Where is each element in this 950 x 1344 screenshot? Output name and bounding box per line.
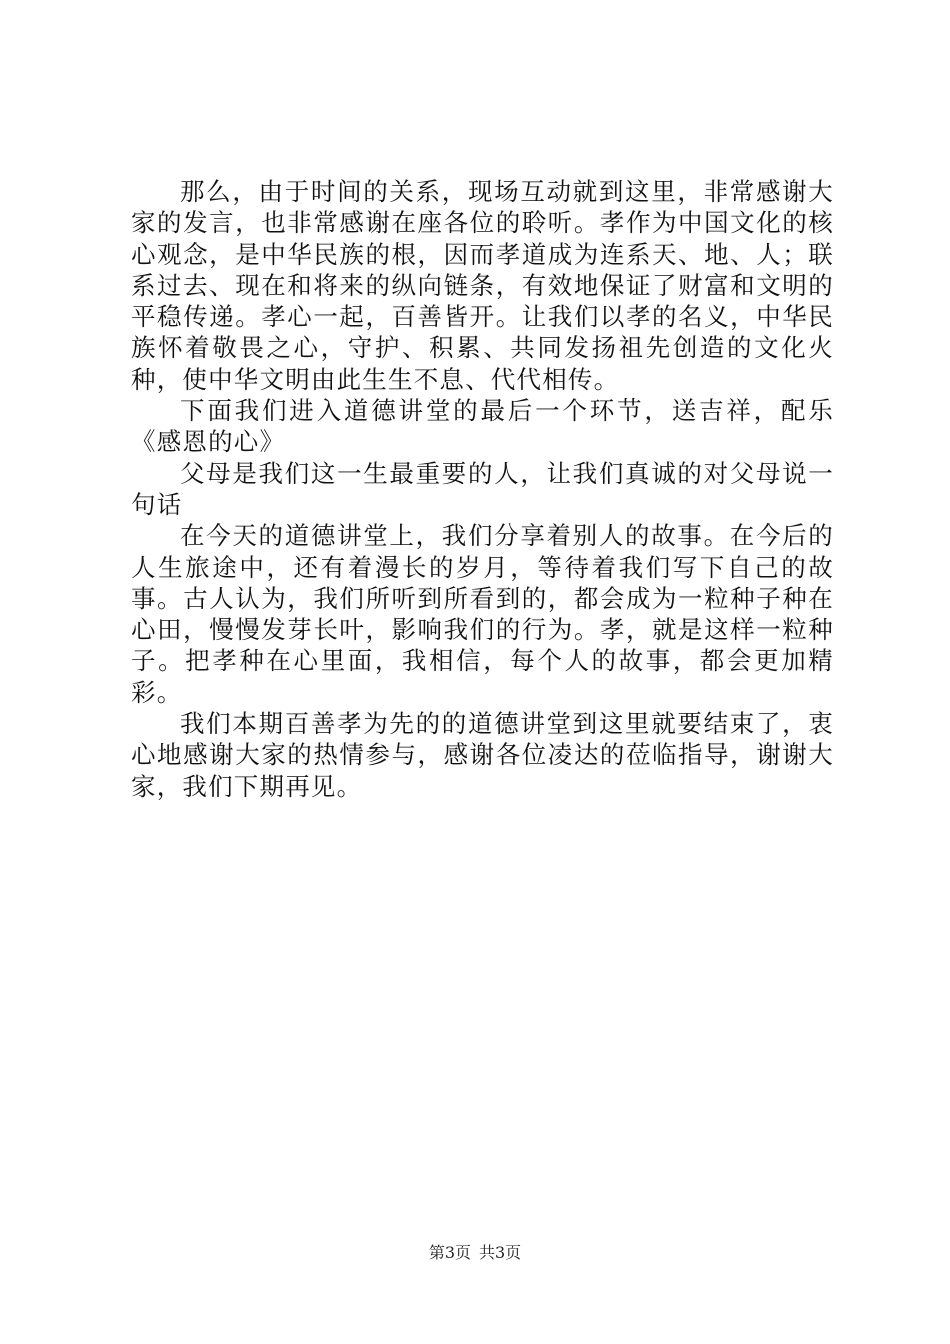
page-number-total: 共3页 [479, 1243, 522, 1262]
paragraph-parents: 父母是我们这一生最重要的人，让我们真诚的对父母说一句话 [131, 458, 834, 519]
paragraph-stories: 在今天的道德讲堂上，我们分享着别人的故事。在今后的人生旅途中，还有着漫长的岁月，等待着我们写下自己的故事。古人认为，我们所听到所看到的，都会成为一粒种子种在心田，慢慢发芽长叶，影响我们的行为。孝，就是这样一粒种子。把孝种在心里面，我相信，每个人的故事，都会更加精彩。 [131, 521, 834, 707]
page-number-current: 第3页 [428, 1243, 471, 1262]
paragraph-farewell: 我们本期百善孝为先的的道德讲堂到这里就要结束了，衷心地感谢大家的热情参与，感谢各位凌达的莅临指导，谢谢大家，我们下期再见。 [131, 709, 834, 801]
document-body [131, 176, 834, 802]
paragraph-final-segment: 下面我们进入道德讲堂的最后一个环节，送吉祥，配乐《感恩的心》 [131, 396, 834, 457]
page-footer [0, 1243, 950, 1263]
paragraph-closing-remarks: 那么，由于时间的关系，现场互动就到这里，非常感谢大家的发言，也非常感谢在座各位的聆听。孝作为中国文化的核心观念，是中华民族的根，因而孝道成为连系天、地、人；联系过去、现在和将来的纵向链条，有效地保证了财富和文明的平稳传递。孝心一起，百善皆开。让我们以孝的名义，中华民族怀着敬畏之心，守护、积累、共同发扬祖先创造的文化火种，使中华文明由此生生不息、代代相传。 [131, 177, 834, 394]
